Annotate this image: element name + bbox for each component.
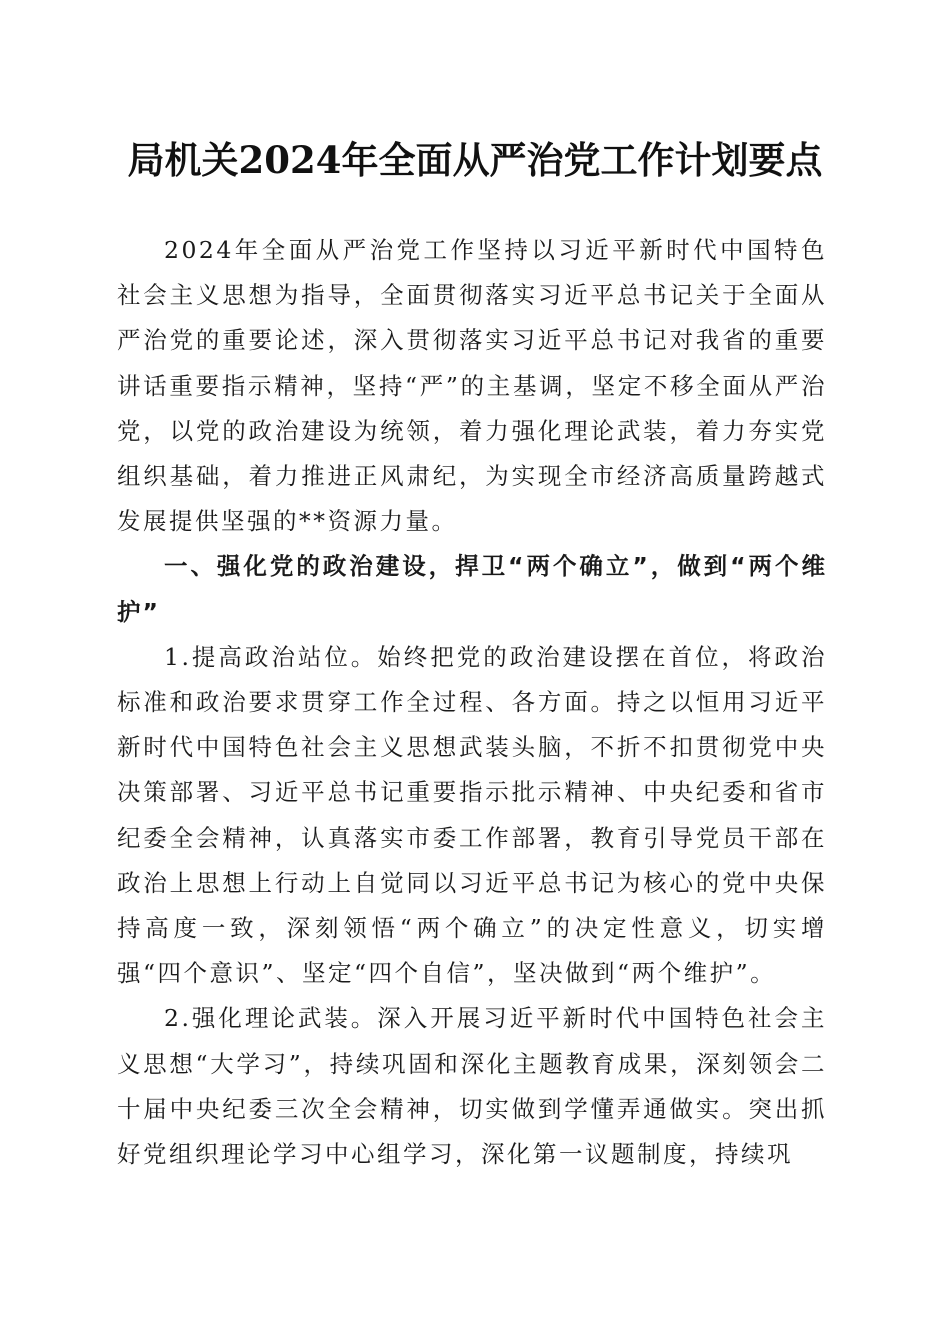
item-paragraph-2: 2.强化理论武装。深入开展习近平新时代中国特色社会主义思想“大学习”，持续巩固和深化主题教育成果，深刻领会二十届中央纪委三次全会精神，切实做到学懂弄通做实。突出抓好党组织理论学习中心组学习，深化第一议题制度，持续巩 xyxy=(117,1004,827,1169)
document-body xyxy=(117,228,827,1177)
intro-paragraph: 2024年全面从严治党工作坚持以习近平新时代中国特色社会主义思想为指导，全面贯彻落实习近平总书记关于全面从严治党的重要论述，深入贯彻落实习近平总书记对我省的重要讲话重要指示精神，坚持“严”的主基调，坚定不移全面从严治党，以党的政治建设为统领，着力强化理论武装，着力夯实党组织基础，着力推进正风肃纪，为实现全市经济高质量跨越式发展提供坚强的**资源力量。 xyxy=(117,236,827,536)
item-paragraph-1: 1.提高政治站位。始终把党的政治建设摆在首位，将政治标准和政治要求贯穿工作全过程、各方面。持之以恒用习近平新时代中国特色社会主义思想武装头脑，不折不扣贯彻党中央决策部署、习近平总书记重要指示批示精神、中央纪委和省市纪委全会精神，认真落实市委工作部署，教育引导党员干部在政治上思想上行动上自觉同以习近平总书记为核心的党中央保持高度一致，深刻领悟“两个确立”的决定性意义，切实增强“四个意识”、坚定“四个自信”，坚决做到“两个维护”。 xyxy=(117,642,827,988)
document-title: 局机关2024年全面从严治党工作计划要点 xyxy=(127,138,823,182)
section-heading-1: 一、强化党的政治建设，捍卫“两个确立”，做到“两个维护” xyxy=(117,552,827,626)
